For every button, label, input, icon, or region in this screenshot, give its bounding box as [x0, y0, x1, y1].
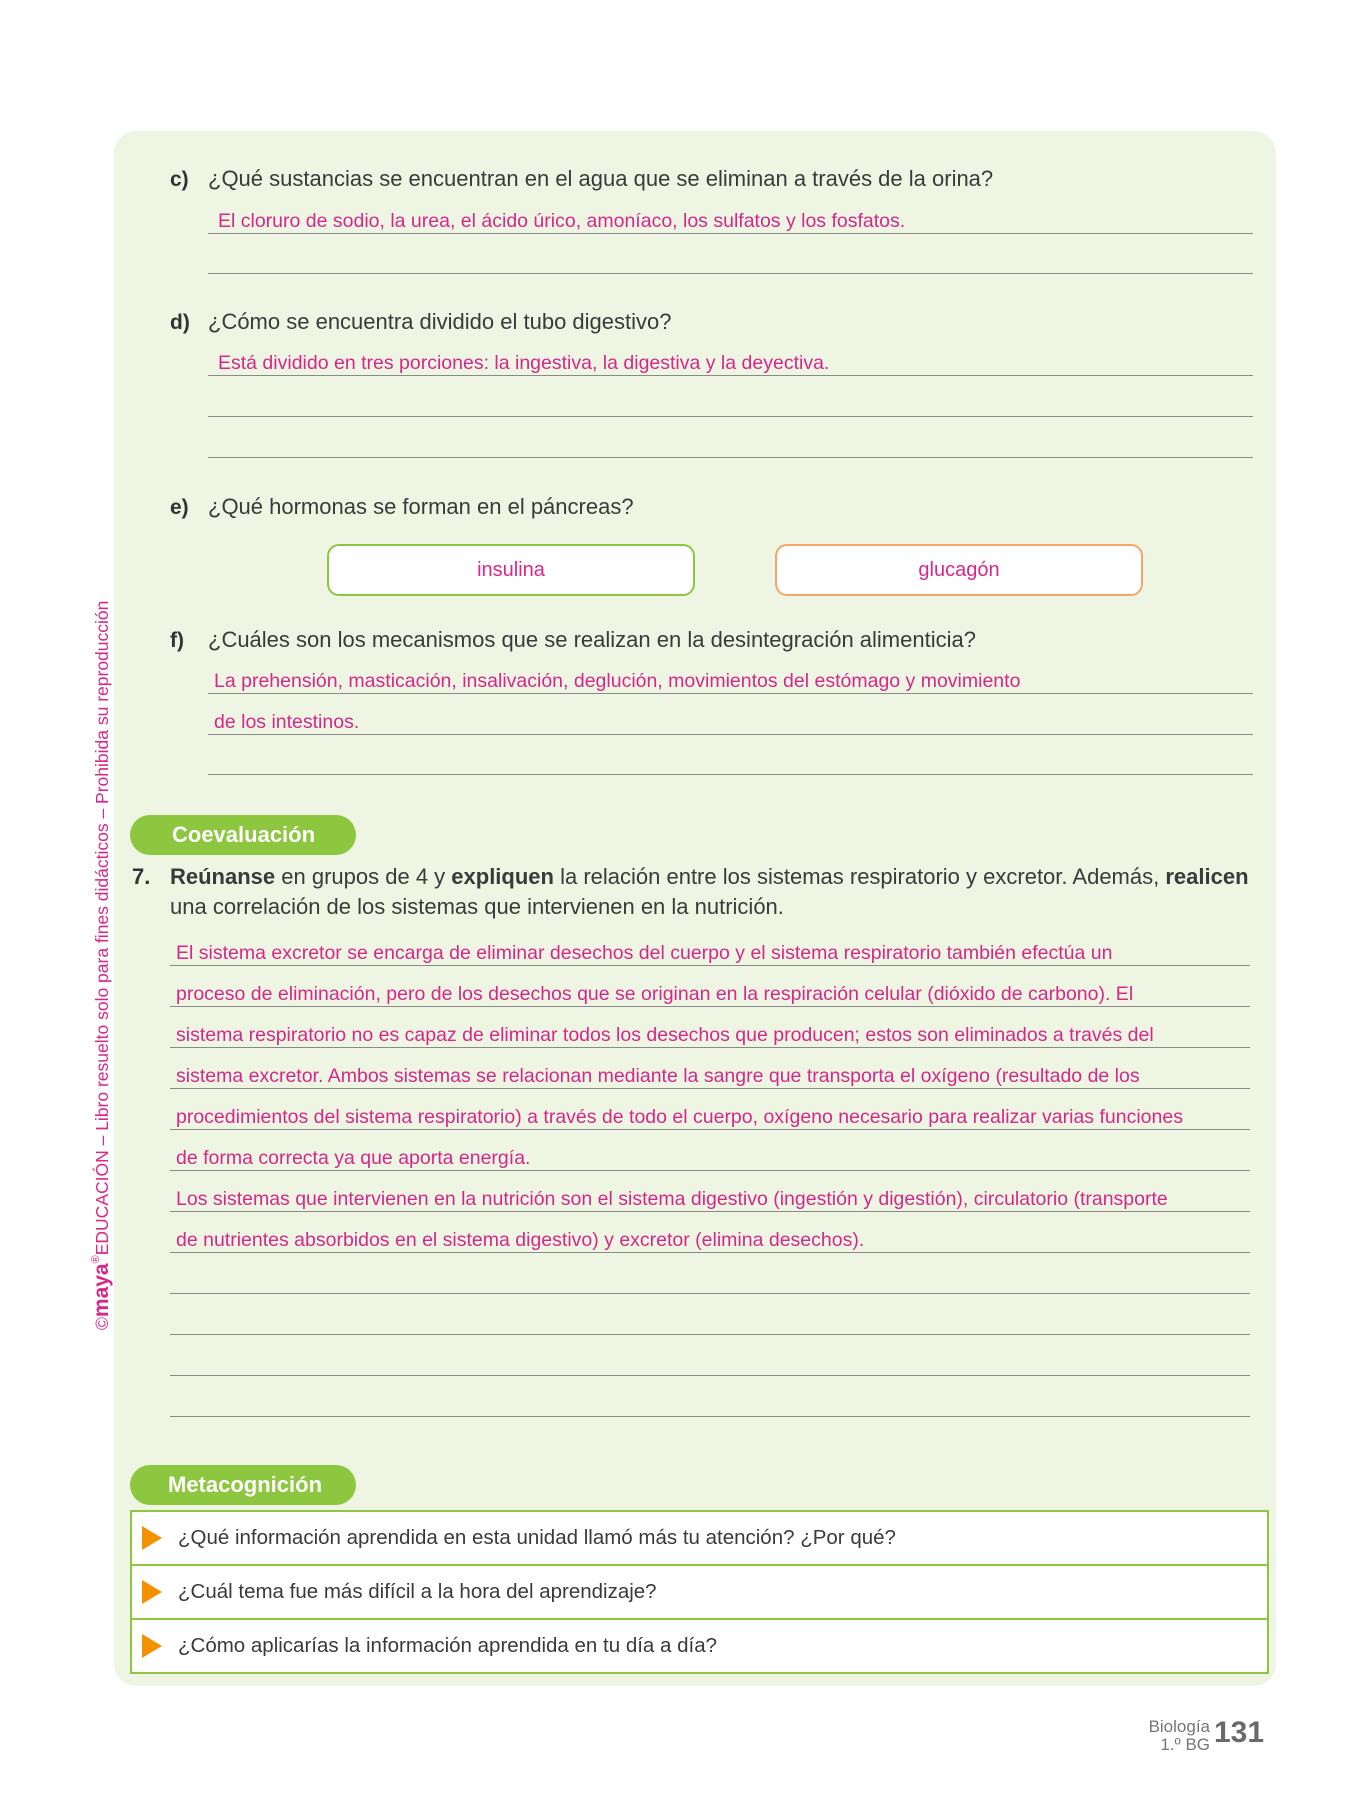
metacognicion-row	[132, 1512, 1267, 1566]
activity-7-answer-line: Los sistemas que intervienen en la nutrición son el sistema digestivo (ingestión y digestión), circulatorio (transporte	[176, 1188, 1168, 1210]
answer-rule	[170, 1170, 1250, 1171]
answer-rule	[170, 1211, 1250, 1212]
answer-rule	[170, 1129, 1250, 1130]
answer-rule	[208, 416, 1253, 417]
question-f-letter: f)	[170, 629, 184, 652]
activity-7-answer-line: sistema respiratorio no es capaz de eliminar todos los desechos que producen; estos son eliminados a través del	[176, 1024, 1154, 1046]
answer-rule	[208, 693, 1253, 694]
answer-rule	[170, 1334, 1250, 1335]
question-c-text: ¿Qué sustancias se encuentran en el agua que se eliminan a través de la orina?	[208, 166, 994, 191]
answer-rule	[170, 1416, 1250, 1417]
copyright-text: EDUCACIÓN – Libro resuelto solo para fines didácticos – Prohibida su reproducción	[92, 600, 112, 1256]
question-d-answer-line-1: Está dividido en tres porciones: la ingestiva, la digestiva y la deyectiva.	[218, 352, 830, 374]
answer-rule	[208, 375, 1253, 376]
instruction-text: la relación entre los sistemas respiratorio y excretor. Además,	[553, 864, 1166, 889]
footer-grade: 1.º BG	[1160, 1735, 1210, 1754]
activity-7-answer-line: proceso de eliminación, pero de los desechos que se originan en la respiración celular (dióxido de carbono). El	[176, 983, 1134, 1005]
metacognicion-question: ¿Qué información aprendida en esta unidad llamó más tu atención? ¿Por qué?	[178, 1526, 896, 1549]
activity-7-answer-line: El sistema excretor se encarga de eliminar desechos del cuerpo y el sistema respiratorio también efectúa un	[176, 942, 1113, 964]
answer-rule	[170, 1293, 1250, 1294]
question-e-letter: e)	[170, 496, 189, 519]
instruction-text: en grupos de 4 y	[275, 864, 452, 889]
triangle-bullet-icon	[142, 1526, 162, 1550]
metacognicion-table	[130, 1510, 1269, 1674]
activity-7-answer-line: de forma correcta ya que aporta energía.	[176, 1147, 531, 1169]
triangle-bullet-icon	[142, 1634, 162, 1658]
brand-logo: maya	[90, 1263, 113, 1318]
activity-number: 7.	[132, 864, 151, 889]
hormone-box-glucagon[interactable]: glucagón	[775, 544, 1143, 596]
metacognicion-question: ¿Cuál tema fue más difícil a la hora del aprendizaje?	[178, 1580, 657, 1603]
answer-rule	[208, 774, 1253, 775]
answer-rule	[208, 233, 1253, 234]
answer-rule	[208, 734, 1253, 735]
activity-7-instruction-line-1	[170, 864, 1249, 890]
verb-reunanse: Reúnanse	[170, 864, 276, 889]
question-e-text: ¿Qué hormonas se forman en el páncreas?	[208, 494, 634, 519]
answer-rule	[170, 1252, 1250, 1253]
activity-7-answer-line: de nutrientes absorbidos en el sistema digestivo) y excretor (elimina desechos).	[176, 1229, 865, 1251]
metacognicion-row	[132, 1566, 1267, 1620]
answer-rule	[170, 1006, 1250, 1007]
copyright-sidebar	[90, 601, 114, 1330]
footer-subject-name: Biología	[1148, 1717, 1210, 1736]
question-d-text: ¿Cómo se encuentra dividido el tubo digestivo?	[208, 309, 672, 334]
answer-rule	[208, 457, 1253, 458]
verb-expliquen: expliquen	[451, 864, 554, 889]
activity-7-answer-line: sistema excretor. Ambos sistemas se relacionan mediante la sangre que transporta el oxígeno (resultado de los	[176, 1065, 1140, 1087]
hormone-box-insulina[interactable]: insulina	[327, 544, 695, 596]
metacognicion-question: ¿Cómo aplicarías la información aprendida en tu día a día?	[178, 1634, 718, 1657]
question-f-text: ¿Cuáles son los mecanismos que se realizan en la desintegración alimenticia?	[208, 627, 976, 652]
copyright-symbol: ©	[92, 1317, 112, 1330]
answer-rule	[170, 965, 1250, 966]
footer-subject	[1110, 1718, 1210, 1754]
coevaluacion-label: Coevaluación	[130, 815, 356, 855]
question-f-answer-line-2: de los intestinos.	[214, 711, 360, 733]
page-number: 131	[1214, 1716, 1265, 1749]
registered-symbol: ®	[90, 1255, 102, 1264]
activity-7-answer-line: procedimientos del sistema respiratorio) a través de todo el cuerpo, oxígeno necesario para realizar varias funciones	[176, 1106, 1183, 1128]
question-c-answer-line-1: El cloruro de sodio, la urea, el ácido úrico, amoníaco, los sulfatos y los fosfatos.	[218, 210, 906, 232]
metacognicion-row	[132, 1620, 1267, 1672]
question-d-letter: d)	[170, 311, 190, 334]
answer-rule	[170, 1088, 1250, 1089]
answer-rule	[170, 1375, 1250, 1376]
question-c-letter: c)	[170, 168, 189, 191]
answer-rule	[170, 1047, 1250, 1048]
activity-7-instruction-line-2: una correlación de los sistemas que intervienen en la nutrición.	[170, 894, 784, 919]
triangle-bullet-icon	[142, 1580, 162, 1604]
answer-rule	[208, 273, 1253, 274]
verb-realicen: realicen	[1165, 864, 1249, 889]
question-f-answer-line-1: La prehensión, masticación, insalivación, deglución, movimientos del estómago y movimiento	[214, 670, 1021, 692]
metacognicion-label: Metacognición	[130, 1465, 356, 1505]
